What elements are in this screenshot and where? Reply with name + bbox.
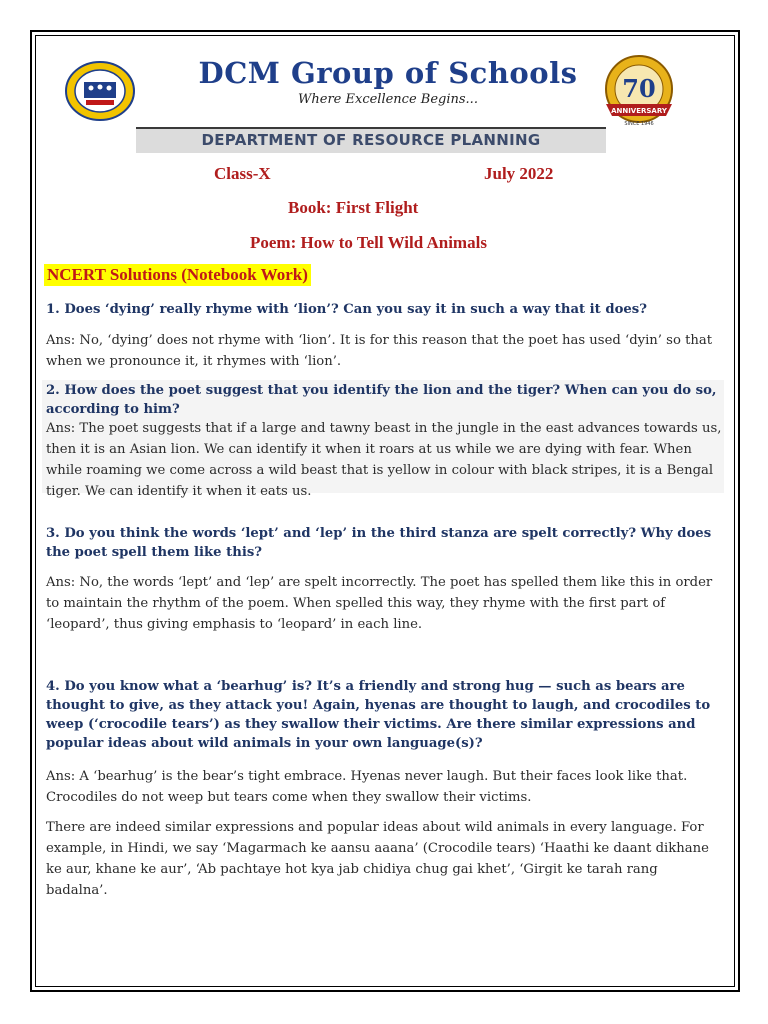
class-label: Class-X — [214, 164, 271, 183]
department-banner — [136, 127, 606, 153]
question-2: 2. How does the poet suggest that you identify the lion and the tiger? When can you do so, according to him? — [46, 383, 717, 417]
poem-line — [250, 233, 487, 253]
svg-text:ANNIVERSARY: ANNIVERSARY — [611, 107, 667, 115]
question-4: 4. Do you know what a ‘bearhug’ is? It’s a friendly and strong hug — such as bears are thought to give, as they attack you! Again, hyenas are thought to laugh, and crocodiles to weep (‘crocodile tears’) as they swallow their victims. Are there similar expressions and popular ideas about wild animals in your own language(s)? — [46, 679, 711, 751]
answer-3: Ans: No, the words ‘lept’ and ‘lep’ are spelt incorrectly. The poet has spelled them like this in order to maintain the rhythm of the poem. When spelled this way, they rhyme with the first part of ‘leopard’, thus giving emphasis to ‘leopard’ in each line. — [46, 575, 713, 632]
book-line — [288, 198, 418, 218]
org-name: DCM Group of Schools — [198, 56, 578, 90]
answer-4: Ans: A ‘bearhug’ is the bear’s tight embrace. Hyenas never laugh. But their faces look like that. Crocodiles do not weep but tears come when they swallow their victims. — [46, 769, 688, 805]
school-logo — [64, 60, 136, 122]
question-3: 3. Do you think the words ‘lept’ and ‘lep’ in the third stanza are spelt correctly? Why does the poet spell them like this? — [46, 526, 712, 560]
svg-text:70: 70 — [622, 74, 656, 103]
section-title: NCERT Solutions (Notebook Work) — [44, 264, 311, 286]
answer-1: Ans: No, ‘dying’ does not rhyme with ‘lion’. It is for this reason that the poet has used ‘dyin’ so that when we pronounce it, it rhymes with ‘lion’. — [46, 333, 713, 369]
poem-value: : How to Tell Wild Animals — [290, 233, 487, 252]
anniversary-seal — [600, 52, 678, 130]
svg-text:SINCE 1946: SINCE 1946 — [624, 121, 654, 127]
answer-4-continued: There are indeed similar expressions and popular ideas about wild animals in every language. For example, in Hindi, we say ‘Magarmach ke aansu aaana’ (Crocodile tears) ‘Haathi ke daant dikhane ke aur, khane ke aur’, ‘Ab pachtaye hot kya jab chidiya chug gai khet’, ‘Girgit ke tarah rang badalna’. — [46, 820, 709, 898]
poem-label: Poem — [250, 233, 291, 252]
book-label: Book — [288, 198, 326, 217]
org-tagline: Where Excellence Begins... — [298, 92, 478, 107]
answer-2: Ans: The poet suggests that if a large and tawny beast in the jungle in the east advances towards us, then it is an Asian lion. We can identify it when it roars at us while we are dying with fear. When while roaming we come across a wild beast that is yellow in colour with black stripes, it is a Bengal tiger. We can identify it when it eats us. — [46, 421, 722, 499]
question-1: 1. Does ‘dying’ really rhyme with ‘lion’? Can you say it in such a way that it does? — [46, 302, 647, 317]
book-value: : First Flight — [325, 198, 419, 217]
department-label: DEPARTMENT OF RESOURCE PLANNING — [201, 131, 541, 149]
date-label: July 2022 — [484, 164, 554, 183]
